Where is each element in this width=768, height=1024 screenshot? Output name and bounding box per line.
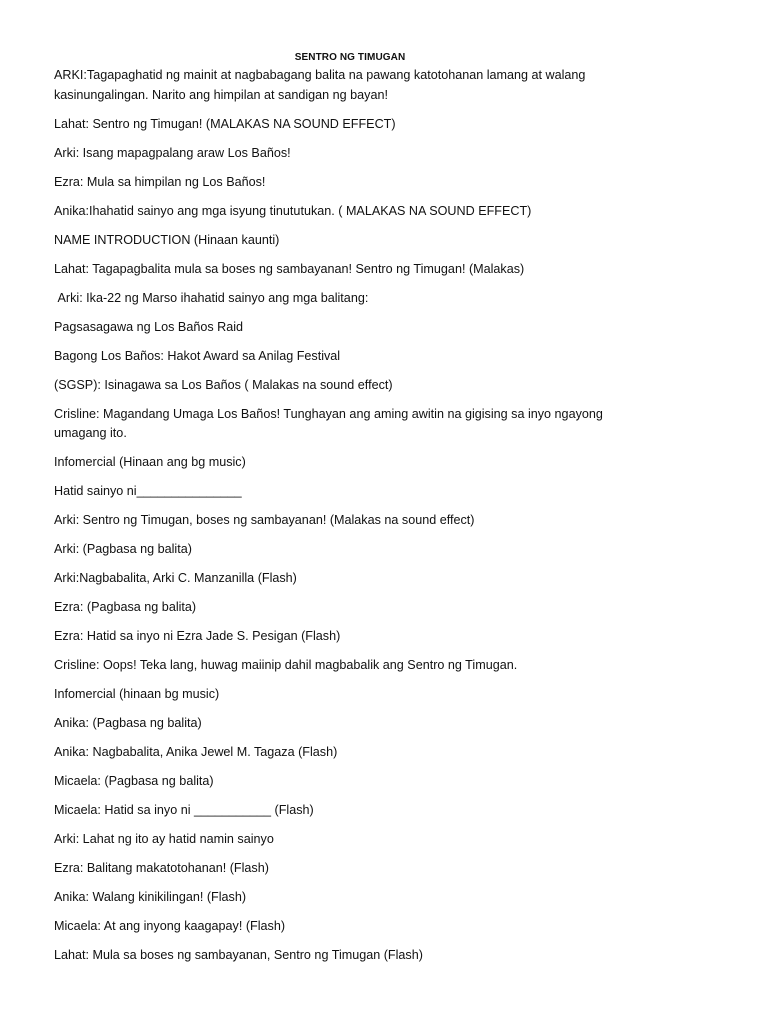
- script-line: Arki: Sentro ng Timugan, boses ng sambayanan! (Malakas na sound effect): [54, 513, 475, 527]
- script-line: Arki:Nagbabalita, Arki C. Manzanilla (Flash): [54, 571, 297, 585]
- document-title: SENTRO NG TIMUGAN: [294, 52, 406, 63]
- script-line: Infomercial (hinaan bg music): [54, 687, 220, 701]
- script-line: Arki: Isang mapagpalang araw Los Baños!: [54, 145, 291, 160]
- script-line: Anika: (Pagbasa ng balita): [54, 716, 202, 730]
- script-line: (SGSP): Isinagawa sa Los Baños ( Malakas na sound effect): [54, 377, 393, 392]
- script-line: Crisline: Magandang Umaga Los Baños! Tunghayan ang aming awitin na gigising sa inyo ngayong umagang ito.: [54, 406, 603, 440]
- script-line: Ezra: Balitang makatotohanan! (Flash): [54, 861, 269, 875]
- script-line: Micaela: At ang inyong kaagapay! (Flash): [54, 919, 286, 933]
- script-line: Bagong Los Baños: Hakot Award sa Anilag Festival: [54, 348, 341, 363]
- script-line: Arki: (Pagbasa ng balita): [54, 542, 192, 556]
- script-line: Anika: Walang kinikilingan! (Flash): [54, 890, 247, 904]
- script-line: Micaela: Hatid sa inyo ni ___________ (Flash): [54, 803, 314, 817]
- script-line: Ezra: Hatid sa inyo ni Ezra Jade S. Pesigan (Flash): [54, 629, 341, 643]
- script-line: Anika:Ihahatid sainyo ang mga isyung tinututukan. ( MALAKAS NA SOUND EFFECT): [54, 203, 532, 218]
- script-line: Micaela: (Pagbasa ng balita): [54, 774, 214, 788]
- script-line: Hatid sainyo ni_______________: [54, 484, 242, 498]
- script-line: Ezra: (Pagbasa ng balita): [54, 600, 197, 614]
- script-line: ARKI:Tagapaghatid ng mainit at nagbabagang balita na pawang katotohanan lamang at walang kasinungalingan. Narito ang himpilan at sandigan ng bayan!: [54, 68, 586, 102]
- script-line: Infomercial (Hinaan ang bg music): [54, 455, 246, 469]
- script-lines: [54, 66, 614, 975]
- script-line: Lahat: Mula sa boses ng sambayanan, Sentro ng Timugan (Flash): [54, 948, 423, 962]
- script-line: Lahat: Tagapagbalita mula sa boses ng sambayanan! Sentro ng Timugan! (Malakas): [54, 261, 525, 276]
- script-line: Anika: Nagbabalita, Anika Jewel M. Tagaza (Flash): [54, 745, 338, 759]
- script-line: Arki: Ika-22 ng Marso ihahatid sainyo ang mga balitang:: [54, 290, 369, 305]
- script-line: Crisline: Oops! Teka lang, huwag maiinip dahil magbabalik ang Sentro ng Timugan.: [54, 658, 518, 672]
- script-line: Pagsasagawa ng Los Baños Raid: [54, 319, 244, 334]
- script-line: NAME INTRODUCTION (Hinaan kaunti): [54, 232, 280, 247]
- script-line: Lahat: Sentro ng Timugan! (MALAKAS NA SOUND EFFECT): [54, 116, 396, 131]
- script-line: Arki: Lahat ng ito ay hatid namin sainyo: [54, 832, 274, 846]
- script-line: Ezra: Mula sa himpilan ng Los Baños!: [54, 174, 266, 189]
